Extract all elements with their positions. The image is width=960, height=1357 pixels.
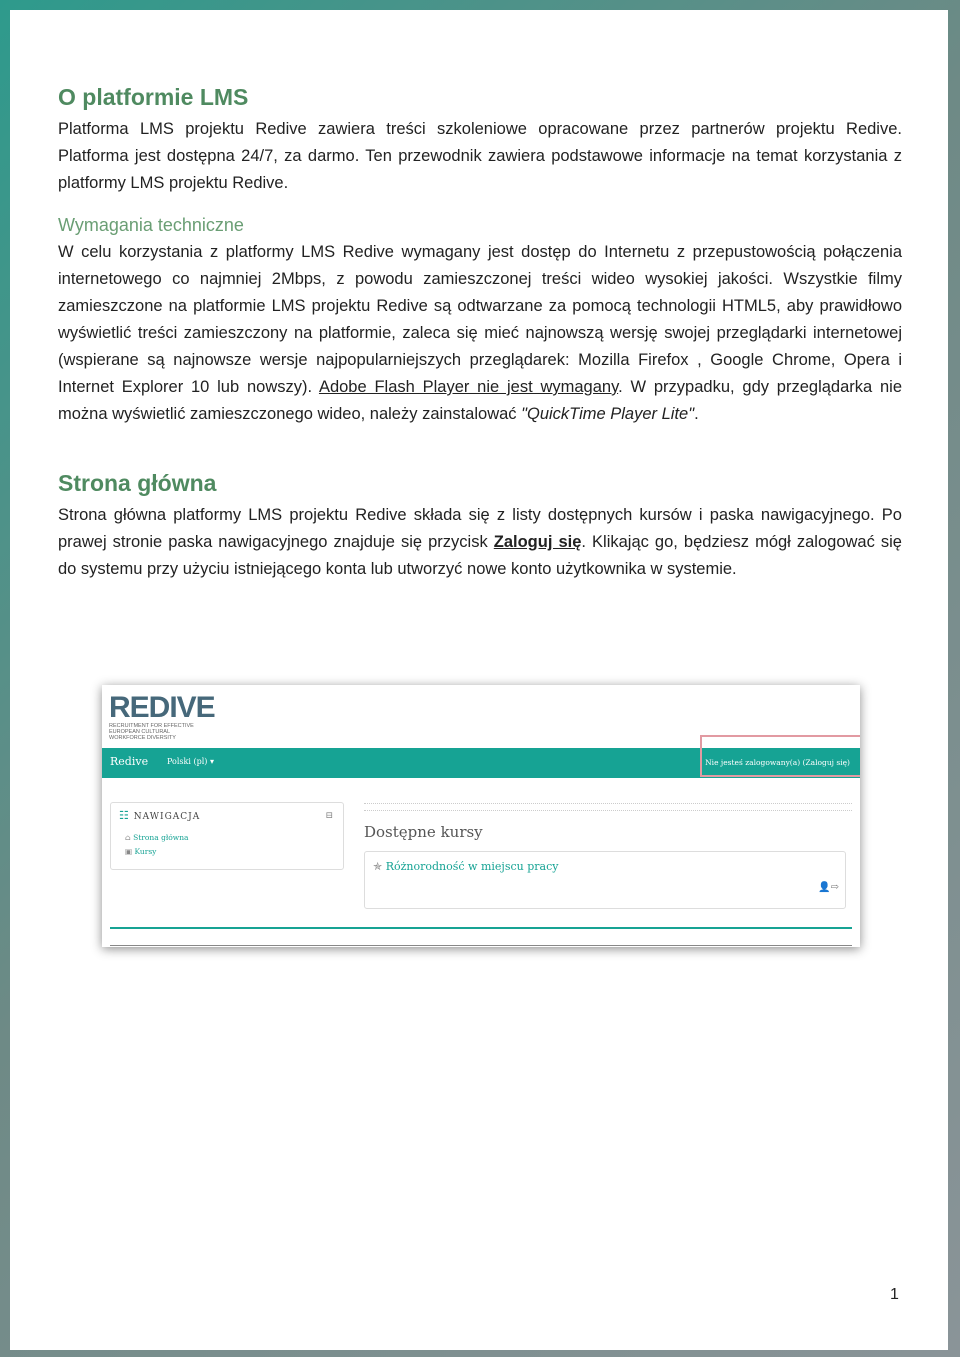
course-link[interactable]: ✯ Różnorodność w miejscu pracy (373, 860, 559, 873)
requirements-text-a: W celu korzystania z platformy LMS Redive wymagany jest dostęp do Internetu z przepustowością połączenia internetowego co najmniej 2Mbps, z powodu zamieszczonej treści wideo wysokiej jakości. Wszystkie filmy zamieszczone na platformie LMS projektu Redive są odtwarzane za pomocą technologii HTML5, aby prawidłowo wyświetlić treści zamieszczony na platformie, zaleca się mieć najnowszą wersję swojej przeglądarki internetowej (wspierane są najnowsze wersje najpopularniejszych przeglądarek: Mozilla Firefox , Google Chrome, Opera i Internet Explorer 10 lub nowszy). (58, 243, 902, 396)
homepage-text-a: Strona główna platformy LMS projektu Redive składa się z listy dostępnych kursów i paska nawigacyjnego. Po prawej stronie paska nawigacyjnego znajduje się przycisk (58, 506, 902, 551)
footer-grey-line (110, 945, 852, 946)
main-area (364, 803, 852, 893)
footer-teal-line (110, 927, 852, 929)
document-content (58, 82, 902, 583)
document-page (10, 10, 948, 1350)
sitemap-icon: ☷ (119, 809, 130, 822)
collapse-icon[interactable]: ⊟ (325, 811, 333, 821)
redive-logo (109, 693, 219, 745)
section-title-homepage: Strona główna (58, 470, 217, 496)
section-text-homepage (58, 502, 902, 583)
quicktime-name: "QuickTime Player Lite" (521, 405, 695, 423)
nav-item-courses[interactable]: ▣ Kursy (125, 847, 157, 856)
section-text-requirements (58, 239, 902, 428)
navigation-block (110, 802, 344, 870)
homepage-text-b: . Klikając go, będziesz mógł zalogować się do systemu przy użyciu istniejącego konta lub utworzyć nowe konto użytkownika w systemie. (58, 533, 902, 578)
folder-icon: ▣ (125, 847, 133, 856)
login-highlight-box (700, 735, 860, 777)
logo-wordmark: REDIVE (109, 691, 215, 724)
navigation-block-title: ☷ NAWIGACJA (119, 809, 201, 822)
section-title-platform: O platformie LMS (58, 84, 249, 110)
requirements-text-b: . W przypadku, gdy przeglądarka nie można wyświetlić zamieszczonego wideo, należy zainstalować (58, 378, 903, 423)
requirements-text-c: . (694, 405, 699, 423)
flash-not-required-link[interactable]: Adobe Flash Player nie jest wymagany (318, 378, 619, 396)
login-button-reference: Zaloguj się (493, 533, 582, 551)
home-icon: ⌂ (125, 833, 131, 842)
nav-item-home[interactable]: ⌂ Strona główna (125, 833, 189, 842)
logo-tagline: RECRUITMENT FOR EFFECTIVE EUROPEAN CULTURAL WORKFORCE DIVERSITY (109, 723, 194, 741)
nav-brand-link[interactable]: Redive (110, 755, 149, 768)
language-menu[interactable]: Polski (pl) ▾ (167, 757, 214, 766)
dotted-separator (364, 803, 852, 811)
course-box (364, 851, 846, 909)
section-text-platform: Platforma LMS projektu Redive zawiera treści szkoleniowe opracowane przez partnerów projektu Redive. Platforma jest dostępna 24/7, za darmo. Ten przewodnik zawiera podstawowe informacje na temat korzystania z platformy LMS projektu Redive. (58, 120, 902, 192)
login-link[interactable]: Nie jesteś zalogowany(a) (Zaloguj się) (705, 758, 850, 767)
course-icon: ✯ (373, 860, 383, 873)
guest-access-icon: 👤⇨ (818, 882, 839, 893)
available-courses-heading: Dostępne kursy (364, 823, 483, 841)
section-title-requirements: Wymagania techniczne (58, 215, 244, 235)
lms-screenshot (102, 685, 860, 947)
page-number: 1 (890, 1286, 899, 1303)
